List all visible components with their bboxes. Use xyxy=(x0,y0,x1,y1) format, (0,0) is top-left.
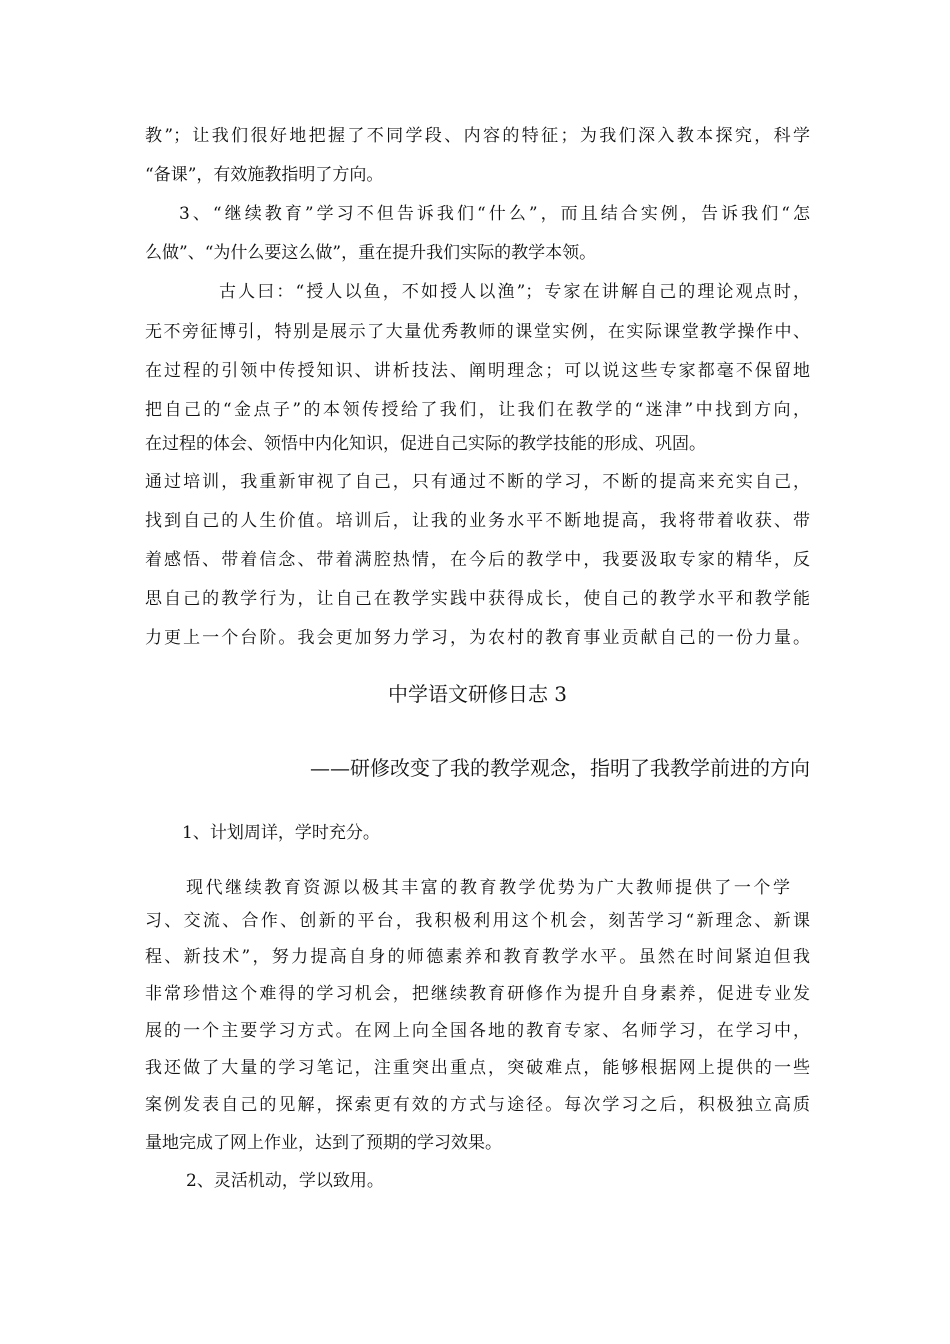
text-line: 教”；让我们很好地把握了不同学段、内容的特征；为我们深入教本探究，科学 xyxy=(145,126,810,146)
text-line: 找到自己的人生价值。培训后，让我的业务水平不断地提高，我将带着收获、带 xyxy=(145,511,810,531)
text-line: 程、新技术”，努力提高自身的师德素养和教育教学水平。虽然在时间紧迫但我 xyxy=(145,947,810,967)
text-line: 通过培训，我重新审视了自己，只有通过不断的学习，不断的提高来充实自己， xyxy=(145,472,810,492)
text-line: 习、交流、合作、创新的平台，我积极利用这个机会，刻苦学习“新理念、新课 xyxy=(145,911,810,931)
text-line: 在过程的体会、领悟中内化知识，促进自己实际的教学技能的形成、巩固。 xyxy=(145,434,706,454)
text-line: “备课”，有效施教指明了方向。 xyxy=(145,165,384,185)
text-line: 展的一个主要学习方式。在网上向全国各地的教育专家、名师学习，在学习中， xyxy=(145,1021,810,1041)
text-line: 把自己的“金点子”的本领传授给了我们，让我们在教学的“迷津”中找到方向， xyxy=(145,400,810,420)
text-line: 思自己的教学行为，让自己在教学实践中获得成长，使自己的教学水平和教学能 xyxy=(145,589,810,609)
text-line: 力更上一个台阶。我会更加努力学习，为农村的教育事业贡献自己的一份力量。 xyxy=(145,628,810,648)
text-line: 无不旁征博引，特别是展示了大量优秀教师的课堂实例，在实际课堂教学操作中、 xyxy=(145,322,810,342)
text-line: 案例发表自己的见解，探索更有效的方式与途径。每次学习之后，积极独立高质 xyxy=(145,1095,810,1115)
text-line: 现代继续教育资源以极其丰富的教育教学优势为广大教师提供了一个学 xyxy=(186,878,790,898)
text-line: 在过程的引领中传授知识、讲析技法、阐明理念；可以说这些专家都毫不保留地 xyxy=(145,361,810,381)
text-line: 3、“继续教育”学习不但告诉我们“什么”，而且结合实例，告诉我们“怎 xyxy=(179,204,810,224)
text-line: 么做”、“为什么要这么做”，重在提升我们实际的教学本领。 xyxy=(145,243,597,263)
text-line: 着感悟、带着信念、带着满腔热情，在今后的教学中，我要汲取专家的精华，反 xyxy=(145,550,810,570)
text-line: 古人曰：“授人以鱼，不如授人以渔”；专家在讲解自己的理论观点时， xyxy=(219,282,810,302)
text-line: 我还做了大量的学习笔记，注重突出重点，突破难点，能够根据网上提供的一些 xyxy=(145,1058,810,1078)
subheading: 1、计划周详，学时充分。 xyxy=(182,823,380,843)
text-line: 量地完成了网上作业，达到了预期的学习效果。 xyxy=(145,1133,502,1153)
section-title: 中学语文研修日志 3 xyxy=(387,682,568,706)
text-line: 非常珍惜这个难得的学习机会，把继续教育研修作为提升自身素养，促进专业发 xyxy=(145,984,810,1004)
subheading: 2、灵活机动，学以致用。 xyxy=(186,1171,384,1191)
section-subtitle: ——研修改变了我的教学观念，指明了我教学前进的方向 xyxy=(310,756,810,780)
